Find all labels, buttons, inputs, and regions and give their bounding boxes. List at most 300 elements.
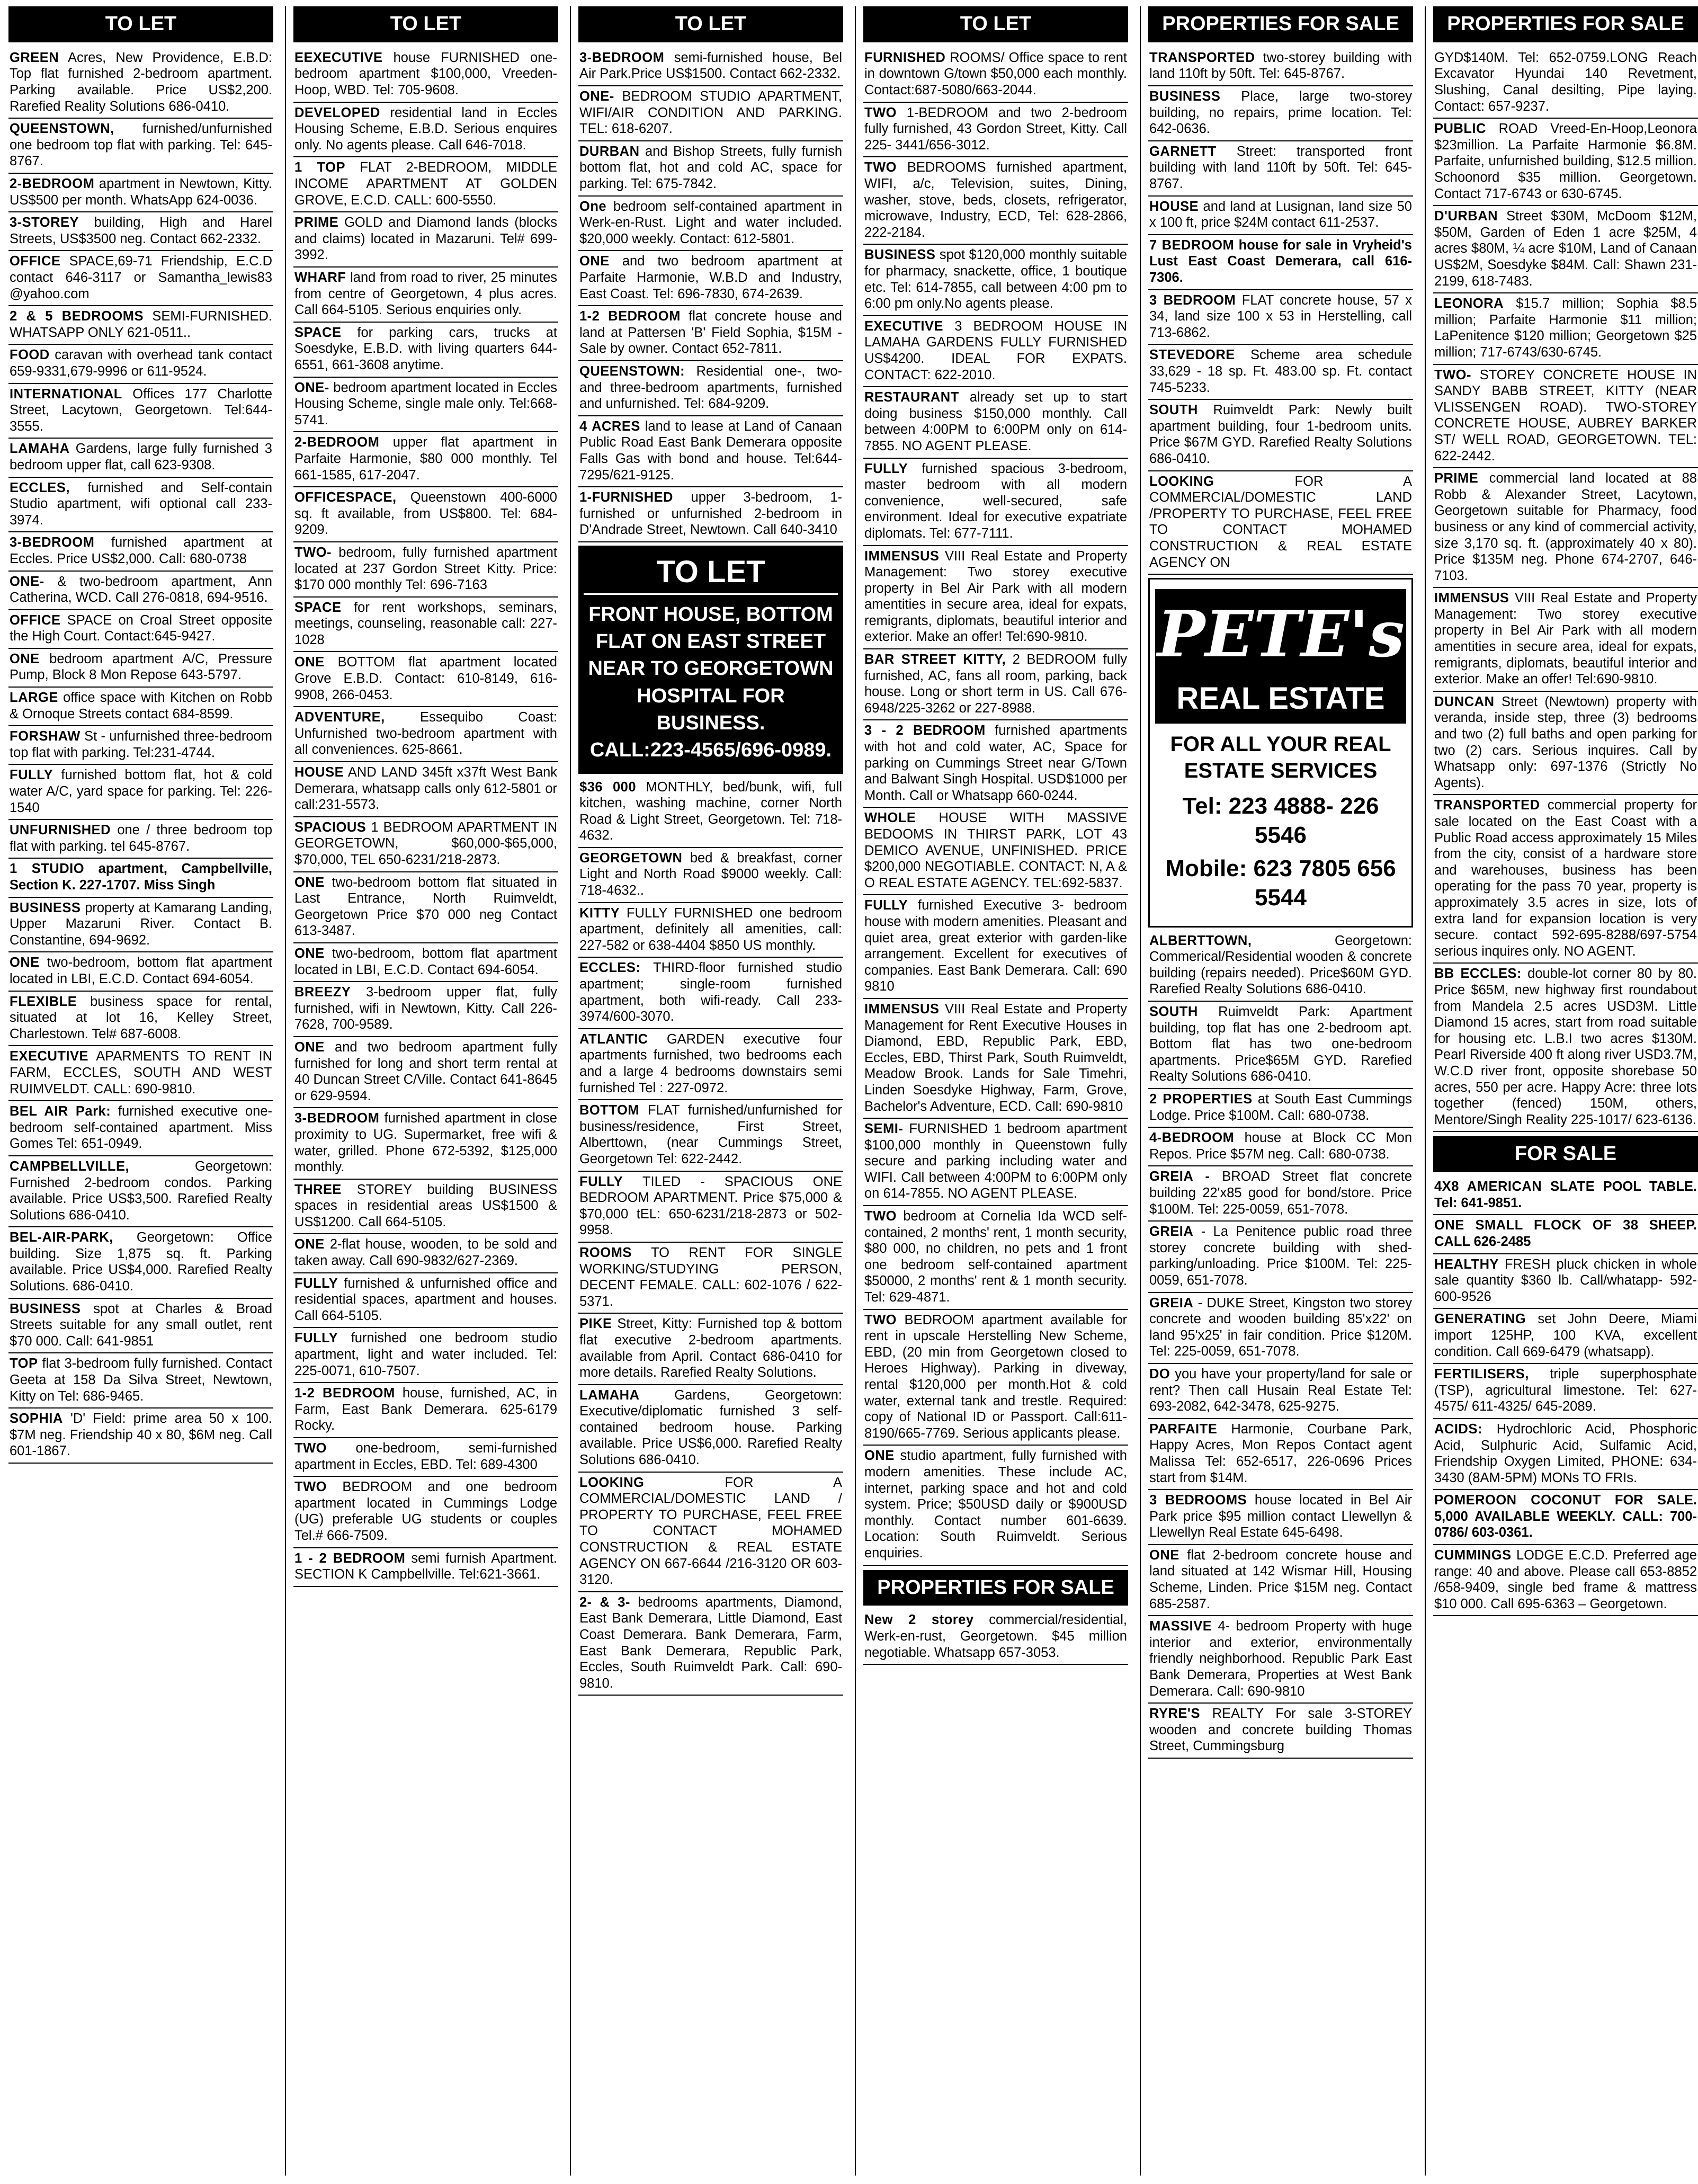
display-ad-line: CALL:223-4565/696-0989. xyxy=(589,739,832,762)
ad-text: BEDROOM STUDIO APARTMENT, WIFI/AIR CONDITION AND PARKING. TEL: 618-6207. xyxy=(579,89,842,137)
classified-ad xyxy=(1433,588,1698,692)
classified-ad xyxy=(578,361,843,416)
ad-text: flat 3-bedroom fully furnished. Contact Geeta at 158 Da Silva Street, Newtown, Kitty on Tel: 686-9465. xyxy=(10,1356,272,1404)
classified-ad xyxy=(1433,1215,1698,1254)
ad-text: furnished/unfurnished one bedroom top flat with parking. Tel: 645-8767. xyxy=(10,121,272,169)
ad-lead: LARGE xyxy=(10,690,58,706)
ad-lead: PUBLIC xyxy=(1434,121,1486,137)
ad-lead: TWO xyxy=(294,1479,327,1495)
ad-text: VIII Real Estate and Property Management: Two storey executive property in Bel Air Park with all modern amentities in secure area, ideal for expats, remigrants, diplomats, beautiful interior and exterior. Make an offer! Tel:690-9810. xyxy=(1434,591,1697,687)
classified-ad xyxy=(293,652,558,707)
ad-text: FULLY FURNISHED one bedroom apartment, definitely all amenities, call: 227-582 or 638-4404 $850 US monthly. xyxy=(579,905,842,953)
ad-text: Offices 177 Charlotte Street, Lacytown, Georgetown. Tel:644-3555. xyxy=(10,386,272,434)
ad-text: FLAT concrete house, 57 x 34, land size 100 x 53 in Herstelling, call 713-6862. xyxy=(1149,292,1412,340)
classified-ad xyxy=(1433,206,1698,293)
ad-text: AND LAND 345ft x37ft West Bank Demerara, whatsapp calls only 612-5801 or call:231-5573. xyxy=(294,765,557,813)
classified-ad xyxy=(578,1314,843,1385)
classified-ad xyxy=(863,103,1128,158)
ad-lead: D'URBAN xyxy=(1434,209,1498,224)
ad-lead: GREIA - xyxy=(1149,1169,1210,1184)
ad-text: furnished bottom flat, hot & cold water A/C, yard space for parking. Tel: 226-1540 xyxy=(10,768,272,815)
ad-text: bedroom apartment A/C, Pressure Pump, Block 8 Mon Repose 643-5797. xyxy=(10,651,272,683)
petes-telephone: Tel: 223 4888- 226 5546 xyxy=(1182,792,1379,848)
classified-ad xyxy=(863,649,1128,720)
ad-lead: BOTTOM xyxy=(579,1103,640,1118)
classified-ad xyxy=(1148,1419,1413,1490)
ad-lead: FULLY xyxy=(864,461,908,476)
classified-ad xyxy=(1148,1002,1413,1089)
classified-ad xyxy=(293,212,558,268)
ad-text: APARMENTS TO RENT IN FARM, ECCLES, SOUTH AND WEST RUIMVELDT. CALL: 690-9810. xyxy=(10,1049,272,1097)
ad-text: and two bedroom apartment fully furnished for long and short term rental at 40 Duncan Street C/Ville. Contact 641-8645 or 629-9594. xyxy=(294,1039,557,1103)
ad-lead: GENERATING xyxy=(1434,1312,1526,1327)
classified-ad xyxy=(1433,1490,1698,1545)
ad-lead: THREE xyxy=(294,1182,342,1197)
ad-lead: IMMENSUS xyxy=(864,1001,940,1017)
classified-ad xyxy=(8,345,273,384)
ad-lead: WHOLE xyxy=(864,810,916,826)
ad-lead: 2 & 5 BEDROOMS xyxy=(10,309,144,324)
classified-ad xyxy=(8,572,273,610)
section-header: TO LET xyxy=(293,6,558,42)
ad-text: 4- bedroom Property with huge interior and exterior, environmentally friendly neighborhood. Republic Park East Bank Demerara, Properties at West Bank Demerara. Call: 690-9810 xyxy=(1149,1619,1412,1699)
ad-lead: WHARF xyxy=(294,270,346,286)
ad-lead: 2- & 3- xyxy=(579,1594,630,1610)
ad-lead: PARFAITE xyxy=(1149,1421,1218,1437)
ad-text: GYD$140M. Tel: 652-0759.LONG Reach Excavator Hyundai 140 Revetment, Slushing, Canal desilting, Pipe laying. Contact: 657-9237. xyxy=(1434,50,1697,114)
ad-lead: TOP xyxy=(10,1356,38,1371)
ad-text: FOR SALE. 5,000 AVAILABLE WEEKLY. CALL: 700-0786/ 603-0361. xyxy=(1434,1493,1697,1540)
ad-text: two-bedroom bottom flat situated in Last Entrance, North Ruimveldt, Georgetown Price $70 000 neg Contact 613-3487. xyxy=(294,875,557,939)
ad-text: upper flat apartment in Parfaite Harmonie, $80 000 monthly. Tel 661-1585, 617-2047. xyxy=(294,435,557,483)
ad-lead: ACIDS: xyxy=(1434,1421,1482,1437)
ad-text: semi furnish Apartment. SECTION K Campbellville. Tel:621-3661. xyxy=(294,1550,557,1582)
classified-ad xyxy=(863,245,1128,316)
classified-ad xyxy=(8,859,273,897)
ad-lead: 2-BEDROOM xyxy=(294,435,380,450)
ad-text: 'D' Field: prime area 50 x 100. $7M neg. Friendship 40 x 80, $6M neg. Call 601-1867. xyxy=(10,1411,272,1459)
ad-lead: SOUTH xyxy=(1149,403,1198,418)
ad-lead: CAMPBELLVILLE, xyxy=(10,1158,130,1174)
ad-text: and land at Lusignan, land size 50 x 100 ft, price $24M contact 611-2537. xyxy=(1149,199,1412,230)
ad-text: Harmonie, Courbane Park, Happy Acres, Mon Repos Contact agent Malissa Tel: 652-6517, 226-0696 Prices start from $14M. xyxy=(1149,1421,1412,1485)
classified-ad xyxy=(1148,235,1413,290)
ad-text: house at Block CC Mon Repos. Price $57M neg. Call: 680-0738. xyxy=(1149,1130,1413,1162)
ad-lead: OFFICE xyxy=(10,254,61,269)
classified-ad xyxy=(863,1206,1128,1310)
ad-text: you have your property/land for sale or rent? Then call Husain Real Estate Tel: 693-2082, 642-3478, 625-9275. xyxy=(1149,1366,1412,1414)
section-header: PROPERTIES FOR SALE xyxy=(1148,6,1413,42)
ad-lead: ONE- xyxy=(10,574,44,589)
classified-ad xyxy=(1148,1293,1413,1364)
ad-lead: FOOD xyxy=(10,347,50,363)
ad-text: house located in Bel Air Park price $95 million contact Llewellyn & Llewellyn Real Estate 645-6498. xyxy=(1149,1493,1412,1540)
classified-ad xyxy=(8,439,273,477)
classified-ad xyxy=(1433,1176,1698,1215)
classified-ad xyxy=(578,48,843,86)
classified-ad xyxy=(1148,1545,1413,1616)
classified-ad xyxy=(578,1100,843,1171)
ad-lead: 7 BEDROOM xyxy=(1149,237,1235,253)
ad-lead: EEXECUTIVE xyxy=(294,50,383,65)
ad-text: BEDROOMS furnished apartment, WIFI, a/c, Television, suites, Dining, washer, stove, beds, closets, refrigerator, microwave, Industry, ECD, Tel: 628-2866, 222-2184. xyxy=(864,160,1128,240)
ad-text: Gardens, Georgetown: Executive/diplomatic furnished 3 self-contained bedroom house. Parking available. Price US$6,000. Rarefied Realty Solutions 686-0410. xyxy=(579,1387,842,1468)
ad-lead: ECCLES, xyxy=(10,480,70,495)
ad-text: - DUKE Street, Kingston two storey concrete and wooden building 85'x22' on land 95'x25' in fair condition. Price $120M. Tel: 225-0059, 651-7078. xyxy=(1149,1295,1412,1359)
ad-lead: BUSINESS xyxy=(864,247,936,263)
classified-ad xyxy=(1148,1222,1413,1292)
classified-ad xyxy=(1148,345,1413,400)
ad-text: TO RENT FOR SINGLE WORKING/STUDYING PERSON, DECENT FEMALE. CALL: 602-1076 / 622-5371. xyxy=(579,1245,842,1309)
ad-text: BROAD Street flat concrete building 22'x85 good for bond/store. Price $100M. Tel: 225-0059, 651-7078. xyxy=(1149,1169,1413,1217)
classified-ad xyxy=(578,251,843,306)
ad-text: bed & breakfast, corner Light and North Road $9000 weekly. Call: 718-4632.. xyxy=(579,850,842,898)
ad-lead: DURBAN xyxy=(579,144,640,159)
ad-text: residential land in Eccles Housing Scheme, E.B.D. Serious enquires only. No agents please. Call 646-7018. xyxy=(294,105,557,153)
classified-ad xyxy=(8,765,273,820)
petes-mobile: Mobile: 623 7805 656 5544 xyxy=(1165,855,1396,911)
ad-text: flat concrete house and land at Pattersen 'B' Field Sophia, $15M - Sale by owner. Contact 652-7811. xyxy=(579,309,842,356)
ad-lead: GARNETT xyxy=(1149,144,1217,159)
ad-lead: IMMENSUS xyxy=(864,548,940,564)
ad-lead: LAMAHA xyxy=(10,441,70,457)
ad-lead: 1 STUDIO xyxy=(10,861,85,877)
ad-lead: EXECUTIVE xyxy=(864,318,944,334)
ad-lead: PIKE xyxy=(579,1316,612,1332)
ad-lead: RYRE'S xyxy=(1149,1706,1200,1722)
ad-text: for rent workshops, seminars, meetings, counseling, reasonable call: 227-1028 xyxy=(294,600,558,647)
ad-lead: KITTY xyxy=(579,905,620,921)
ad-text: VIII Real Estate and Property Management: Two storey executive property in Bel Air Park with all modern amentities in secure area, ideal for expats, remigrants, diplomats, beautiful interior and exterior. Make an offer! Tel:690-9810. xyxy=(864,548,1127,645)
classified-ad xyxy=(8,1101,273,1156)
classified-ad xyxy=(578,306,843,361)
classified-ad xyxy=(578,1592,843,1696)
classified-ad xyxy=(863,808,1128,895)
classified-ad xyxy=(293,48,558,103)
display-ad-line: HOSPITAL FOR xyxy=(637,684,785,707)
ad-lead: ONE- xyxy=(294,380,329,395)
classified-ad xyxy=(863,720,1128,808)
classified-ad xyxy=(578,487,843,542)
classified-ad xyxy=(8,992,273,1047)
classified-ad xyxy=(293,1037,558,1108)
display-ad-to-let xyxy=(578,546,843,774)
ad-lead: 4-BEDROOM xyxy=(1149,1130,1235,1146)
classified-ad xyxy=(293,1273,558,1329)
classified-ad xyxy=(1148,1089,1413,1128)
classified-ad xyxy=(8,1227,273,1298)
ad-lead: BB ECCLES: xyxy=(1434,966,1522,982)
classified-ad xyxy=(1148,1128,1413,1166)
classified-ad xyxy=(1433,1545,1698,1616)
classified-ad xyxy=(578,197,843,252)
ad-text: semi-furnished house, Bel Air Park.Price US$1500. Contact 662-2332. xyxy=(579,50,842,82)
ad-lead: 2 PROPERTIES xyxy=(1149,1092,1253,1107)
ad-text: two-bedroom, bottom flat apartment located in LBI, E.C.D. Contact 694-6054. xyxy=(10,955,272,986)
classified-ad xyxy=(8,820,273,859)
ad-lead: ATLANTIC xyxy=(579,1031,648,1047)
ad-lead: TRANSPORTED xyxy=(1149,50,1255,65)
ad-text: already set up to start doing business $150,000 monthly. Call between 4:00PM to 6:00PM only on 614-7855. NO AGENT PLEASE. xyxy=(864,390,1127,453)
classified-ad xyxy=(578,848,843,903)
ad-lead: 4X8 AMERICAN SLATE xyxy=(1434,1179,1595,1194)
ad-lead: FURNISHED xyxy=(864,50,946,65)
ad-text: apartment in Newtown, Kitty. US$500 per month. WhatsApp 624-0036. xyxy=(10,176,272,208)
ad-lead: POMEROON COCONUT xyxy=(1434,1493,1601,1508)
classified-ad xyxy=(293,598,558,653)
classified-ad xyxy=(578,777,843,848)
classified-ad xyxy=(578,416,843,487)
ad-lead: BAR STREET KITTY, xyxy=(864,652,1006,667)
ad-lead: SOUTH xyxy=(1149,1004,1198,1020)
ad-lead: ONE xyxy=(1149,1547,1179,1563)
ad-text: house, furnished, AC, in Farm, East Bank Demerara. 625-6179 Rocky. xyxy=(294,1386,557,1433)
classified-ad xyxy=(8,532,273,571)
classified-ad xyxy=(578,141,843,197)
classified-ad xyxy=(8,251,273,306)
ad-text: - La Penitence public road three storey concrete building with shed-parking/unloading. Price $100M. Tel: 225-0059, 651-7078. xyxy=(1149,1224,1412,1288)
ad-lead: BEL AIR Park: xyxy=(10,1104,111,1119)
classified-ad xyxy=(8,726,273,765)
ad-lead: 3-BEDROOM xyxy=(579,50,665,65)
ad-text: studio apartment, fully furnished with modern amenities. These include AC, internet, parking space and hot and cold system. Price; $50USD daily or $900USD monthly. Contact number 601-6639. Location: South Ruimveldt. Serious enquiries. xyxy=(864,1448,1127,1561)
ad-lead: FULLY xyxy=(579,1174,623,1189)
classified-ad xyxy=(293,378,558,433)
ad-text: POOL TABLE. Tel: 641-9851. xyxy=(1434,1179,1697,1210)
ad-text: set John Deere, Miami import 125HP, 100 KVA, excellent condition. Call 669-6479 (whatsapp). xyxy=(1434,1312,1697,1359)
ad-text: two-storey building with land 110ft by 50ft. Tel: 645-8767. xyxy=(1149,50,1412,82)
classified-ad xyxy=(1148,400,1413,471)
classified-ad xyxy=(1148,48,1413,86)
classified-ad xyxy=(863,157,1128,245)
classified-ad xyxy=(1433,795,1698,964)
classified-ad xyxy=(863,459,1128,546)
ad-text: Street: transported front building with land 110ft by 50ft. Tel: 645-8767. xyxy=(1149,144,1412,192)
classified-ad xyxy=(293,542,558,598)
ad-lead: ONE xyxy=(294,875,325,890)
classified-ad xyxy=(8,952,273,991)
ad-lead: DEVELOPED xyxy=(294,105,380,120)
ad-lead: DUNCAN xyxy=(1434,694,1495,709)
classified-ad xyxy=(293,1477,558,1548)
ad-text: commercial/residential, Werk-en-rust, Georgetown. $45 million negotiable. Whatsapp 657-3053. xyxy=(864,1612,1127,1660)
ad-text: furnished apartment at Eccles. Price US$2,000. Call: 680-0738 xyxy=(10,535,272,566)
ad-lead: SPACE xyxy=(294,600,342,615)
ad-lead: OFFICESPACE, xyxy=(294,490,397,505)
ad-lead: ONE xyxy=(10,955,40,970)
classified-ad xyxy=(863,1310,1128,1446)
ad-text: HOUSE WITH MASSIVE BEDOOMS IN THIRST PARK, LOT 43 DEMICO AVENUE, UNFINISHED. PRICE $200,000 NEGOTIABLE. CONTACT: N, A & O REAL ESTATE AGENCY. TEL:692-5837. xyxy=(864,810,1127,890)
ad-text: commercial land located at 88 Robb & Alexander Street, Lacytown, Georgetown suitable for Pharmacy, food business or any kind of commercial activity, size 3,170 sq. ft. (approximately 40 x 80). Price $135M neg. Phone 674-2707, 646-7103. xyxy=(1434,471,1697,583)
classified-ad xyxy=(578,1172,843,1243)
classified-ad xyxy=(1148,290,1413,345)
classified-ad xyxy=(293,817,558,872)
classified-ad xyxy=(8,688,273,726)
column-2 xyxy=(285,6,558,2176)
ad-text: Gardens, large fully furnished 3 bedroom upper flat, call 623-9308. xyxy=(10,441,272,473)
classified-ad xyxy=(578,1029,843,1100)
ad-lead: ONE xyxy=(294,1237,325,1252)
classified-ad xyxy=(1148,141,1413,197)
ad-text: apartment, Campbellville, Section K. 227-1707. Miss Singh xyxy=(10,861,272,893)
ad-lead: INTERNATIONAL xyxy=(10,386,122,402)
classified-ad xyxy=(1148,1616,1413,1704)
ad-text: caravan with overhead tank contact 659-9331,679-9996 or 611-9524. xyxy=(10,347,273,379)
petes-tagline: FOR ALL YOUR REAL ESTATE SERVICES xyxy=(1170,732,1391,782)
ad-lead: 1 - 2 BEDROOM xyxy=(294,1550,406,1566)
ad-text: Queenstown 400-6000 sq. ft available, from US$800. Tel: 684-9209. xyxy=(294,490,557,538)
ad-text: furnished apartments with hot and cold water, AC, Space for parking on Cummings Street near G/Town and Balwant Singh Hospital. USD$1000 per Month. Call or Whatsapp 660-0244. xyxy=(864,723,1127,803)
classified-ad xyxy=(293,432,558,487)
ad-text: furnished spacious 3-bedroom, master bedroom with all modern convenience, well-secured, safe environment. Ideal for executive expatriate diplomats. Tel: 677-7111. xyxy=(864,461,1127,541)
ad-lead: HEALTHY xyxy=(1434,1256,1499,1272)
column-6 xyxy=(1425,6,1698,2176)
ad-lead: PRIME xyxy=(1434,471,1479,486)
ad-text: SEMI-FURNISHED. WHATSAPP ONLY 621-0511.. xyxy=(10,309,272,340)
section-header: TO LET xyxy=(578,6,843,42)
ad-lead: SPACE xyxy=(294,325,342,340)
classified-ad xyxy=(1433,964,1698,1132)
ad-lead: 3 BEDROOMS xyxy=(1149,1493,1247,1508)
classified-ad xyxy=(8,610,273,649)
classified-ad xyxy=(293,1383,558,1438)
ad-lead: 3 - 2 BEDROOM xyxy=(864,723,986,738)
ad-text: THIRD-floor furnished studio apartment; single-room furnished apartment, both wifi-ready. Call 233-3974/600-3070. xyxy=(579,960,842,1024)
classified-ad xyxy=(578,903,843,958)
classified-ad xyxy=(8,48,273,119)
ad-text: VIII Real Estate and Property Management for Rent Executive Houses in Diamond, EBD, Republic Park, EBD, Eccles, EBD, Thirst Park, South Ruimveldt, Meadow Brook. Lands for Sale Timehri, Linden Soesdyke Highway, Farm, Grove, Bachelor's Adventure, ECD. Call: 690-9810 xyxy=(864,1001,1127,1114)
ad-text: BOTTOM flat apartment located Grove E.B.D. Contact: 610-8149, 616-9908, 266-0453. xyxy=(294,655,557,702)
display-ad-line: NEAR TO GEORGETOWN xyxy=(588,657,834,680)
classified-ad xyxy=(1148,1166,1413,1222)
classified-ad xyxy=(1148,197,1413,235)
ad-text: two-bedroom, bottom flat apartment located in LBI, E.C.D. Contact 694-6054. xyxy=(294,946,557,977)
ad-lead: QUEENSTOWN: xyxy=(579,363,685,379)
classified-ad xyxy=(293,1548,558,1587)
ad-lead: TWO xyxy=(864,160,897,175)
ad-text: 2-flat house, wooden, to be sold and taken away. Call 690-9832/627-2369. xyxy=(294,1237,557,1269)
ad-lead: SOPHIA xyxy=(10,1411,63,1427)
classified-ad xyxy=(1433,1419,1698,1490)
ad-text: Hydrochloric Acid, Phosphoric Acid, Sulphuric Acid, Sulfamic Acid, Friendship Oxygen Limited, PHONE: 634-3430 (8AM-5PM) MONs TO FRIs. xyxy=(1434,1421,1697,1485)
ad-text: STOREY building BUSINESS spaces in residential areas US$1500 & US$1200. Call 664-5105. xyxy=(294,1182,557,1229)
ad-text: LODGE E.C.D. Preferred age range: 40 and above. Please call 653-8852 /658-9409, single bed frame & mattress $10 000. Call 695-6363 – Georgetown. xyxy=(1434,1548,1697,1611)
ad-text: at South East Cummings Lodge. Price $100M. Call: 680-0738. xyxy=(1149,1092,1413,1123)
ad-text: for parking cars, trucks at Soesdyke, E.B.D. with living quarters 644-6551, 661-3608 anytime. xyxy=(294,325,557,372)
ad-text: bedroom at Cornelia Ida WCD self-contained, 2 months' rent, 1 month security, $80 000, no children, no pets and 1 front one bedroom self-contained apartment $50000, 2 months' rent & 1 month security. Tel: 629-4871. xyxy=(864,1209,1127,1305)
ad-lead: QUEENSTOWN, xyxy=(10,121,114,137)
classified-ad xyxy=(863,1446,1128,1565)
classified-ad xyxy=(1433,119,1698,206)
ad-text: 3-bedroom upper flat, fully furnished, wifi in Newtown, Kitty. Call 226-7628, 700-9589. xyxy=(294,985,557,1032)
ad-lead: 4 ACRES xyxy=(579,418,640,434)
ad-text: building, High and Harel Streets, US$3500 neg. Contact 662-2332. xyxy=(10,215,272,246)
ad-lead: 1-2 BEDROOM xyxy=(579,309,681,324)
ad-text: Place, large two-storey building, no repairs, prime location. Tel: 642-0636. xyxy=(1149,89,1412,137)
ad-text: FOR A COMMERCIAL/DOMESTIC LAND / PROPERTY TO PURCHASE, FEEL FREE TO CONTACT MOHAMED CONSTRUCTION & REAL ESTATE AGENCY ON 667-6644 /216-3120 OR 603-3120. xyxy=(579,1475,842,1588)
ad-text: 3 BEDROOM HOUSE IN LAMAHA GARDENS FULLY FURNISHED US$4200. IDEAL FOR EXPATS. CONTACT: 622-2010. xyxy=(864,318,1127,382)
classified-ad xyxy=(863,387,1128,458)
ad-lead: TRANSPORTED xyxy=(1434,798,1540,813)
ad-text: 2 BEDROOM fully furnished, AC, fans all room, parking, back house. Long or short term in US. Call 676-6948/225-3262 or 227-8988. xyxy=(864,652,1127,716)
classified-ad xyxy=(1148,86,1413,141)
ad-text: house FURNISHED one-bedroom apartment $100,000, Vreeden-Hoop, WBD. Tel: 705-9608. xyxy=(294,50,557,98)
ad-lead: GEORGETOWN xyxy=(579,850,683,866)
ad-lead: SEMI- xyxy=(864,1121,904,1137)
ad-text: BEDROOM and one bedroom apartment located in Cummings Lodge (UG) preferable UG students or couples Tel.# 666-7509. xyxy=(294,1479,558,1543)
ad-text: BEDROOM apartment available for rent in upscale Herstelling New Scheme, EBD, (20 min from Georgetown closed to Heroes Highway). Parking in diveway, rental $120,000 per month.Hot & cold water, external tank and trestle. Required: copy of National ID or Passport. Call:611-8190/665-7769. Serious applicants please. xyxy=(864,1312,1127,1441)
ad-text: upper 3-bedroom, 1-furnished or unfurnished 2-bedroom in D'Andrade Street, Newtown. Call 640-3410 xyxy=(579,490,842,538)
ad-text: ROOMS/ Office space to rent in downtown G/town $50,000 each monthly. Contact:687-5080/663-2044. xyxy=(864,50,1127,98)
ad-lead: 2-BEDROOM xyxy=(10,176,95,192)
classified-ad xyxy=(1433,1364,1698,1419)
classified-ad xyxy=(863,1610,1128,1665)
ad-text: furnished executive one-bedroom self-contained apartment. Miss Gomes Tel: 651-0949. xyxy=(10,1104,272,1152)
ad-text: Georgetown: Commerical/Residential wooden & concrete building (repairs needed). Price$60M GYD. Rarefied Realty Solutions 686-0410. xyxy=(1149,933,1412,997)
ad-text: Ruimveldt Park: Apartment building, top flat has one 2-bedroom apt. Bottom flat has two one-bedroom apartments. Price$65M GYD. Rarefied Realty Solutions 686-0410. xyxy=(1149,1004,1412,1084)
ad-text: FRESH pluck chicken in whole sale quantity $360 lb. Call/whatapp- 592-600-9526 xyxy=(1434,1256,1697,1304)
ad-lead: EXECUTIVE xyxy=(10,1049,89,1064)
ad-text: one / three bedroom top flat with parking. tel 645-8767. xyxy=(10,823,272,854)
classified-ad xyxy=(1433,1309,1698,1364)
ad-text: spot at Charles & Broad Streets suitable for any small outlet, rent $70 000. Call: 641-9851 xyxy=(10,1301,272,1349)
column-1 xyxy=(8,6,273,2176)
ad-lead: GREEN xyxy=(10,50,59,65)
classified-ad xyxy=(863,1119,1128,1206)
ad-lead: LOOKING xyxy=(579,1475,645,1490)
ad-lead: TWO xyxy=(864,1312,897,1327)
classified-ad xyxy=(1433,1254,1698,1309)
classified-ad xyxy=(8,1299,273,1354)
classified-ad xyxy=(293,943,558,982)
classified-ad xyxy=(863,895,1128,999)
classified-ad xyxy=(1148,931,1413,1002)
ad-lead: ONE xyxy=(294,946,325,961)
ad-text: furnished Executive 3- bedroom house with modern amenities. Pleasant and quiet area, great exterior with garden-like arrangement. Excellent for executives of companies. East Bank Demerara. Call: 690 9810 xyxy=(864,898,1127,994)
classified-ad xyxy=(863,546,1128,650)
column-3 xyxy=(570,6,843,2176)
ad-lead: PRIME xyxy=(294,215,339,230)
classified-ad xyxy=(863,316,1128,387)
ad-lead: $36 000 xyxy=(579,779,637,795)
ad-text: land from road to river, 25 minutes from centre of Georgetown, 4 plus acres. Call 664-5105. Serious enquiries only. xyxy=(294,270,557,318)
classified-ad xyxy=(293,1234,558,1273)
petes-subtitle: REAL ESTATE xyxy=(1155,680,1406,724)
ad-lead: FLEXIBLE xyxy=(10,994,77,1009)
ad-lead: BEL-AIR-PARK, xyxy=(10,1230,113,1245)
ad-text: furnished and Self-contain Studio apartment, wifi optional call 233-3974. xyxy=(10,480,272,528)
section-header: TO LET xyxy=(8,6,273,42)
ad-lead: FULLY xyxy=(864,898,908,913)
classified-ad xyxy=(293,1180,558,1235)
ad-text: business space for rental, situated at lot 16, Kelley Street, Charlestown. Tel# 687-6008. xyxy=(10,994,272,1041)
ad-lead: BUSINESS xyxy=(1149,89,1221,104)
ad-lead: ONE xyxy=(864,1448,895,1464)
classified-ad xyxy=(8,212,273,251)
ad-text: commercial property for sale located on the East Coast with a Public Road access approximately 15 Miles from the city, consist of a hardware store and warehouses, business has been operating for the pass 70 year, property is approximately 3.5 acres in size, lots of extra land for expansion location is very secure. contact 592-695-8288/697-5754 serious inquires only. NO AGENT. xyxy=(1434,798,1697,959)
ad-text: $15.7 million; Sophia $8.5 million; Parfaite Harmonie $11 million; LaPenitence $120 million; Georgetown $25 million; 717-6743/630-6745. xyxy=(1434,296,1697,360)
ad-lead: LAMAHA xyxy=(579,1387,640,1403)
classified-ad xyxy=(293,1328,558,1383)
classified-ad xyxy=(8,1046,273,1101)
ad-text: SHEEP. CALL 626-2485 xyxy=(1434,1218,1697,1249)
classified-ad xyxy=(293,762,558,817)
ad-lead: ONE SMALL FLOCK OF 38 xyxy=(1434,1218,1639,1233)
classified-ad xyxy=(578,1243,843,1314)
ad-lead: RESTAURANT xyxy=(864,390,959,405)
ad-text: 1 BEDROOM APARTMENT IN GEORGETOWN, $60,000-$65,000, $70,000, TEL 650-6231/218-2873. xyxy=(294,819,558,868)
classified-ad xyxy=(293,982,558,1037)
